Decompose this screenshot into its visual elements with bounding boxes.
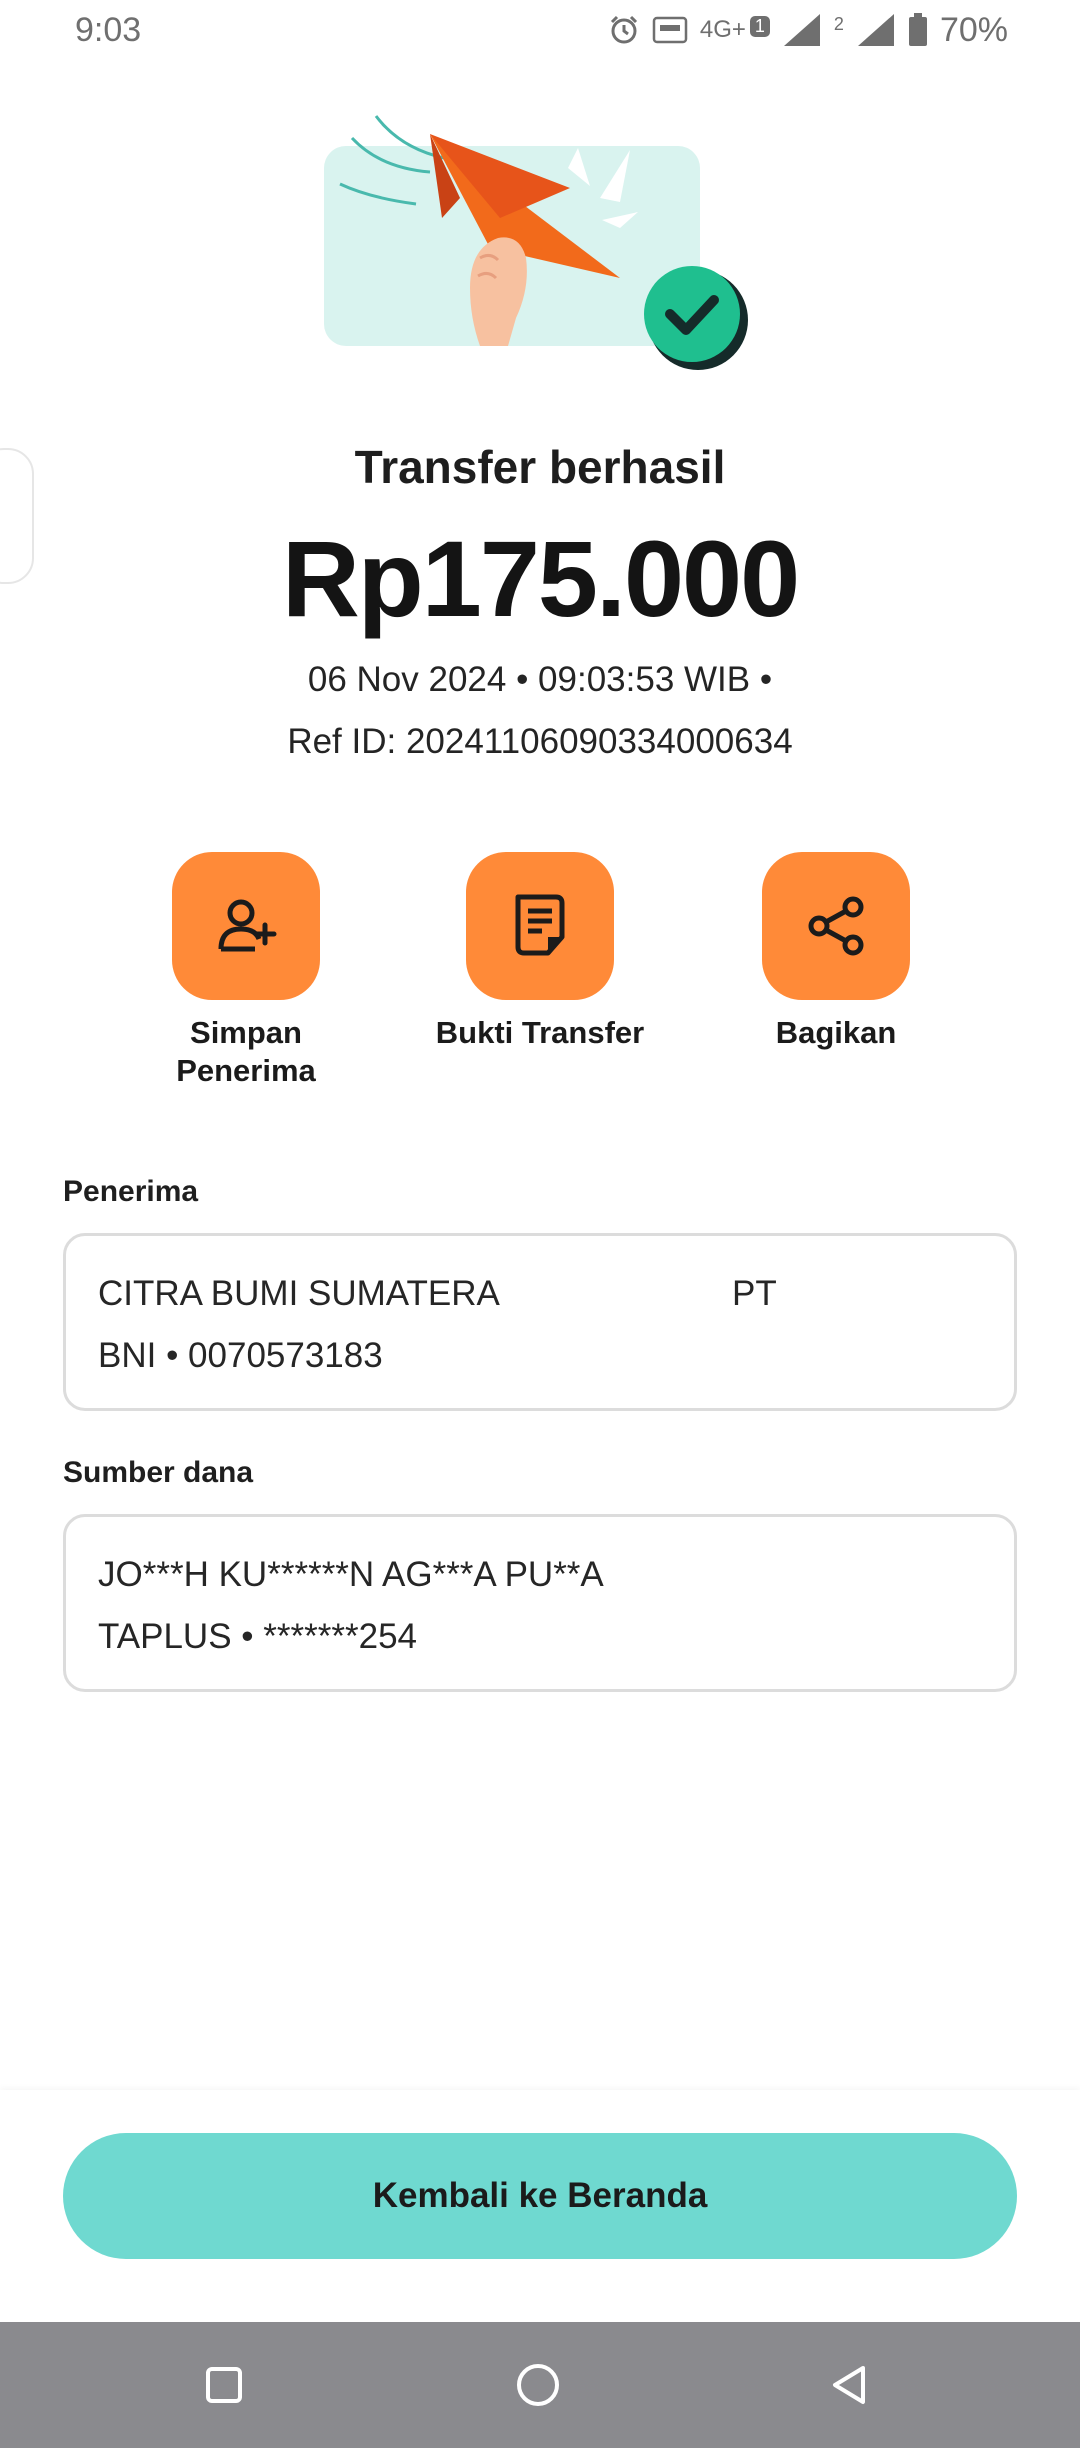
transfer-receipt-button[interactable]: [390, 852, 690, 1052]
source-account: TAPLUS • *******254: [98, 1617, 417, 1656]
transfer-datetime: 06 Nov 2024 • 09:03:53 WIB •: [307, 660, 773, 699]
back-to-home-button[interactable]: Kembali ke Beranda: [63, 2133, 1017, 2259]
source-card: [63, 1514, 1017, 1692]
recipient-account: BNI • 0070573183: [98, 1336, 383, 1375]
receipt-icon: [466, 852, 614, 1000]
paper-plane-hand-icon: [320, 108, 760, 388]
signal-icon: [782, 12, 822, 48]
battery-percentage: 70%: [939, 10, 1008, 49]
sim2-badge: 2: [833, 13, 844, 34]
source-name: JO***H KU******N AG***A PU**A: [98, 1555, 604, 1594]
page-title: Transfer berhasil: [354, 441, 726, 493]
share-label: Bagikan: [775, 1015, 897, 1050]
recipient-company-suffix: PT: [732, 1274, 777, 1313]
share-icon: [762, 852, 910, 1000]
source-section-label: Sumber dana: [63, 1456, 254, 1489]
sim1-badge: 1: [750, 16, 770, 37]
recipient-section-label: Penerima: [63, 1175, 199, 1208]
transfer-amount: Rp175.000: [281, 518, 799, 639]
status-icons: [608, 11, 1008, 50]
home-icon[interactable]: [478, 2322, 598, 2448]
network-type: 4G+ 1: [700, 16, 770, 44]
status-time: 9:03: [75, 10, 142, 49]
share-button[interactable]: [686, 852, 986, 1052]
recent-apps-icon[interactable]: [164, 2322, 284, 2448]
add-person-icon: [172, 852, 320, 1000]
save-recipient-label: Simpan Penerima: [176, 1015, 316, 1088]
battery-icon: [908, 13, 928, 47]
auto-hd-icon: [652, 15, 688, 45]
reference-id: Ref ID: 20241106090334000634: [287, 722, 793, 761]
system-navigation-bar: [0, 2322, 1080, 2448]
transfer-receipt-label: Bukti Transfer: [435, 1015, 645, 1050]
signal-icon-2: [856, 12, 896, 48]
alarm-icon: [608, 14, 640, 46]
save-recipient-button[interactable]: [96, 852, 396, 1090]
back-icon[interactable]: [790, 2322, 910, 2448]
status-bar: [0, 0, 1080, 60]
recipient-name: CITRA BUMI SUMATERA: [98, 1274, 500, 1313]
recipient-card: [63, 1233, 1017, 1411]
